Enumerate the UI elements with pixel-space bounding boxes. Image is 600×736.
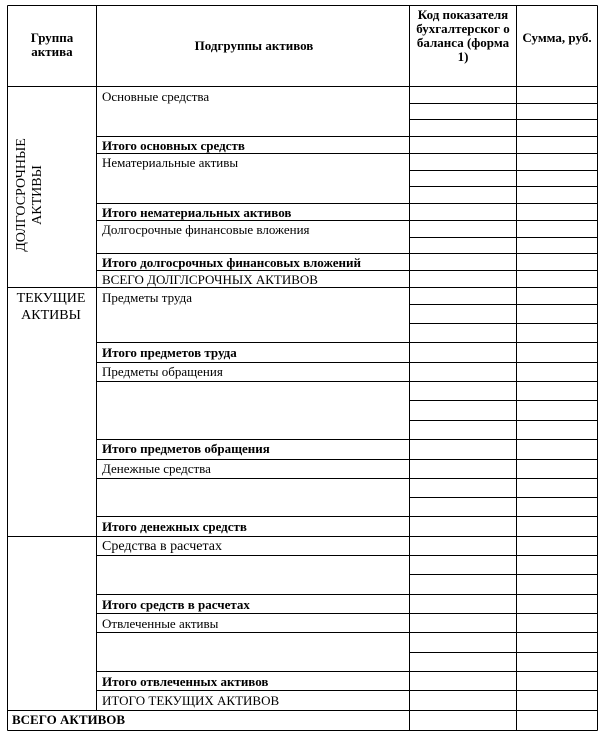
header-code: Код показателя бухгалтерског о баланса (форма 1) — [416, 7, 510, 64]
row-intangible-assets: Нематериальные активы — [102, 155, 239, 170]
row-total-intangible-assets: Итого нематериальных активов — [102, 205, 292, 220]
header-subgroups: Подгруппы активов — [194, 38, 314, 53]
row-diverted-assets: Отвлеченные активы — [102, 616, 219, 631]
row-cash: Денежные средства — [102, 461, 211, 476]
header-group: Группа актива — [30, 30, 74, 59]
row-objects-of-labor: Предметы труда — [102, 290, 192, 305]
group-long-term-assets: ДОЛГОСРОЧНЫЕ АКТИВЫ — [14, 138, 45, 252]
row-receivables: Средства в расчетах — [102, 539, 222, 554]
row-items-of-circulation: Предметы обращения — [102, 364, 223, 379]
row-total-diverted-assets: Итого отвлеченных активов — [102, 674, 269, 689]
row-total-current-assets: ИТОГО ТЕКУЩИХ АКТИВОВ — [102, 693, 280, 708]
row-fixed-assets: Основные средства — [102, 89, 210, 104]
row-long-term-investments: Долгосрочные финансовые вложения — [102, 222, 310, 237]
row-total-long-term-assets: ВСЕГО ДОЛГЛСРОЧНЫХ АКТИВОВ — [102, 272, 318, 287]
row-total-receivables: Итого средств в расчетах — [102, 597, 250, 612]
row-total-fixed-assets: Итого основных средств — [102, 138, 245, 153]
row-total-assets: ВСЕГО АКТИВОВ — [12, 712, 126, 727]
row-total-items-of-circulation: Итого предметов обращения — [102, 441, 270, 456]
row-total-long-term-investments: Итого долгосрочных финансовых вложений — [102, 255, 361, 270]
row-total-cash: Итого денежных средств — [102, 519, 247, 534]
row-total-objects-of-labor: Итого предметов труда — [102, 345, 237, 360]
header-sum: Сумма, руб. — [522, 30, 592, 45]
group-current-assets: ТЕКУЩИЕ АКТИВЫ — [16, 291, 86, 323]
